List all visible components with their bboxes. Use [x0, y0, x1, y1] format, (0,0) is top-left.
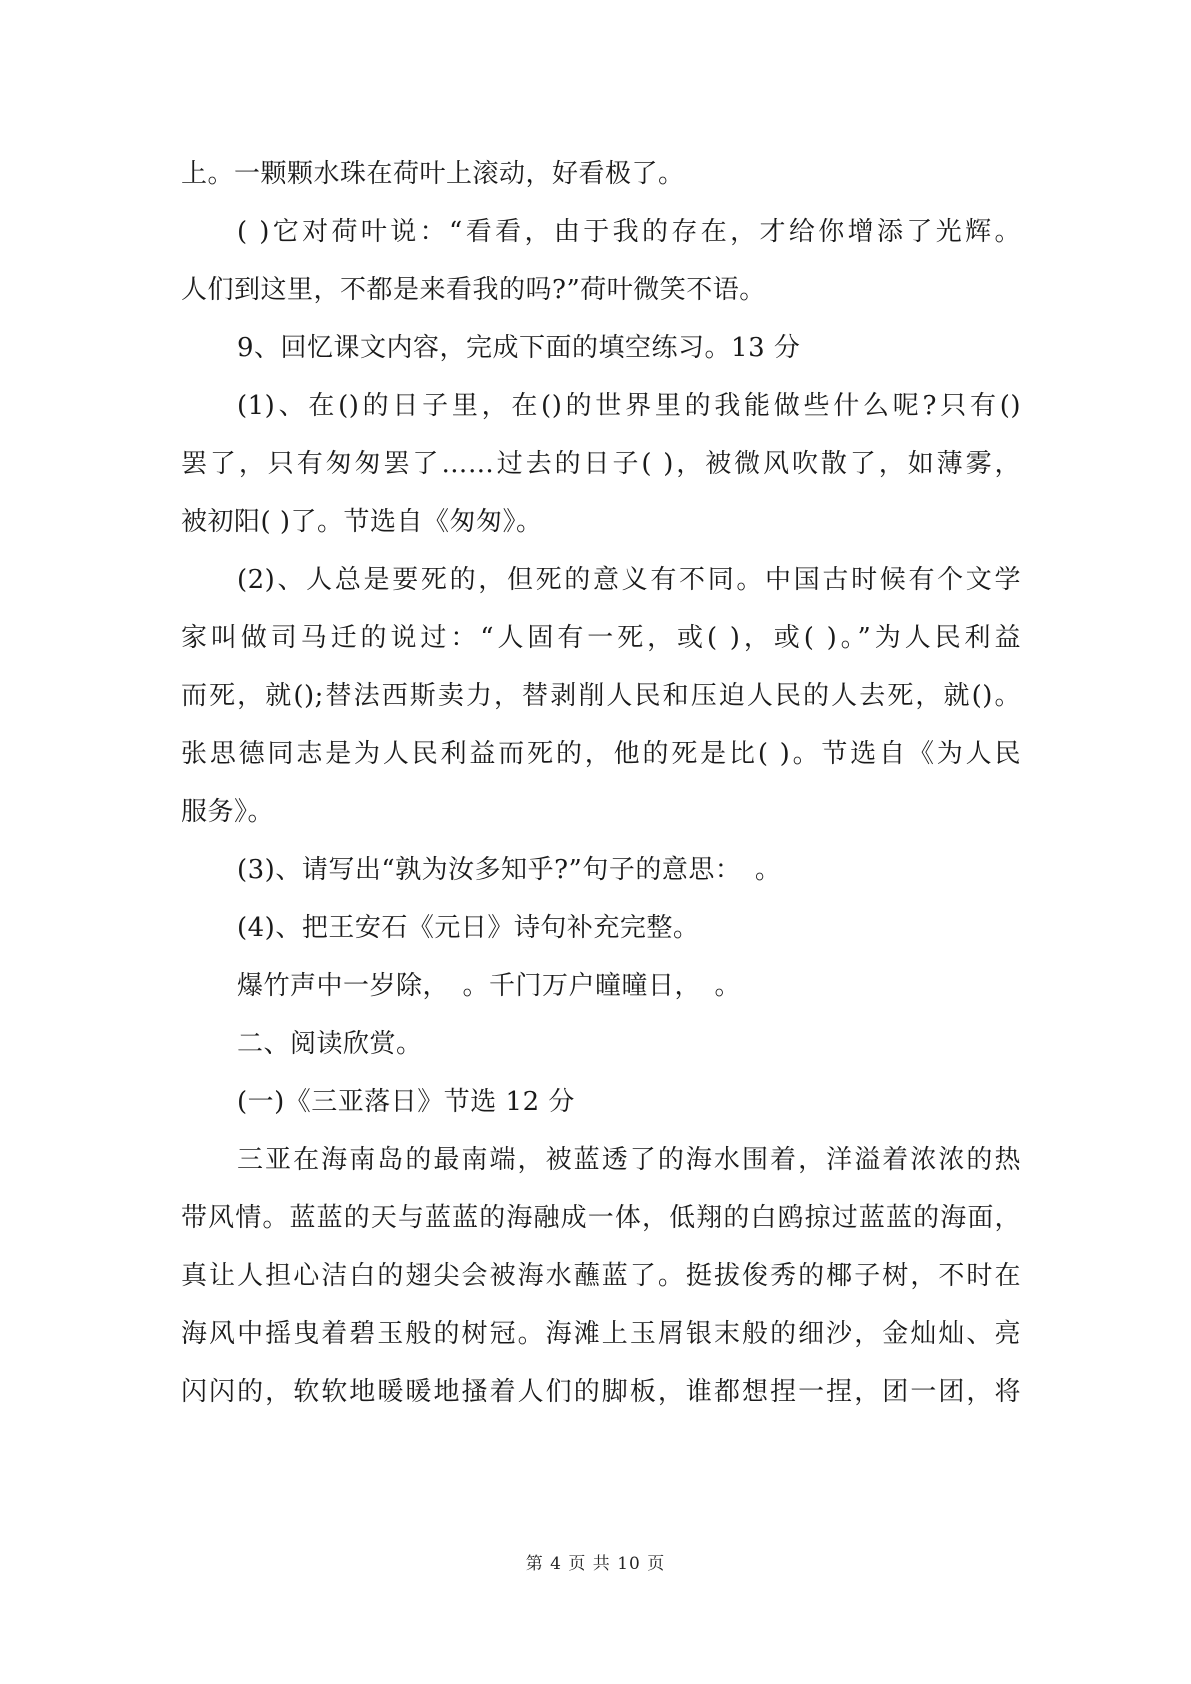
text-line: 真让人担心洁白的翅尖会被海水蘸蓝了。挺拔俊秀的椰子树，不时在	[181, 1261, 1021, 1291]
question-heading: 9、回忆课文内容，完成下面的填空练习。13 分	[237, 333, 801, 363]
section-heading: 二、阅读欣赏。	[237, 1029, 423, 1059]
page-number-footer: 第 4 页 共 10 页	[525, 1554, 666, 1574]
text-line: 带风情。蓝蓝的天与蓝蓝的海融成一体，低翔的白鸥掠过蓝蓝的海面，	[181, 1203, 1021, 1233]
text-line: 罢了，只有匆匆罢了……过去的日子( )，被微风吹散了，如薄雾，	[181, 449, 1021, 479]
text-line: 家叫做司马迁的说过：“人固有一死，或( )，或( )。”为人民利益	[181, 623, 1021, 653]
text-line: 服务》。	[181, 797, 275, 827]
text-line: 三亚在海南岛的最南端，被蓝透了的海水围着，洋溢着浓浓的热	[237, 1145, 1021, 1175]
text-line: 而死，就();替法西斯卖力，替剥削人民和压迫人民的人去死，就()。	[181, 681, 1021, 711]
text-line: (4)、把王安石《元日》诗句补充完整。	[237, 913, 700, 943]
text-line: 爆竹声中一岁除， 。千门万户曈曈日， 。	[237, 971, 742, 1001]
text-line: 上。一颗颗水珠在荷叶上滚动，好看极了。	[181, 159, 685, 189]
text-line: 闪闪的，软软地暖暖地搔着人们的脚板，谁都想捏一捏，团一团，将	[181, 1377, 1021, 1407]
document-body	[181, 145, 1021, 1421]
text-line: 张思德同志是为人民利益而死的，他的死是比( )。节选自《为人民	[181, 739, 1021, 769]
text-line: 被初阳( )了。节选自《匆匆》。	[181, 507, 543, 537]
text-line: 人们到这里，不都是来看我的吗?”荷叶微笑不语。	[181, 275, 766, 305]
text-line: (3)、请写出“孰为汝多知乎?”句子的意思： 。	[237, 855, 782, 885]
text-line: ( )它对荷叶说：“看看，由于我的存在，才给你增添了光辉。	[237, 217, 1021, 247]
subsection-heading: (一)《三亚落日》节选 12 分	[237, 1087, 575, 1117]
text-line: (2)、人总是要死的，但死的意义有不同。中国古时候有个文学	[237, 565, 1021, 595]
text-line: (1)、在()的日子里，在()的世界里的我能做些什么呢?只有()	[237, 391, 1021, 421]
text-line: 海风中摇曳着碧玉般的树冠。海滩上玉屑银末般的细沙，金灿灿、亮	[181, 1319, 1021, 1349]
